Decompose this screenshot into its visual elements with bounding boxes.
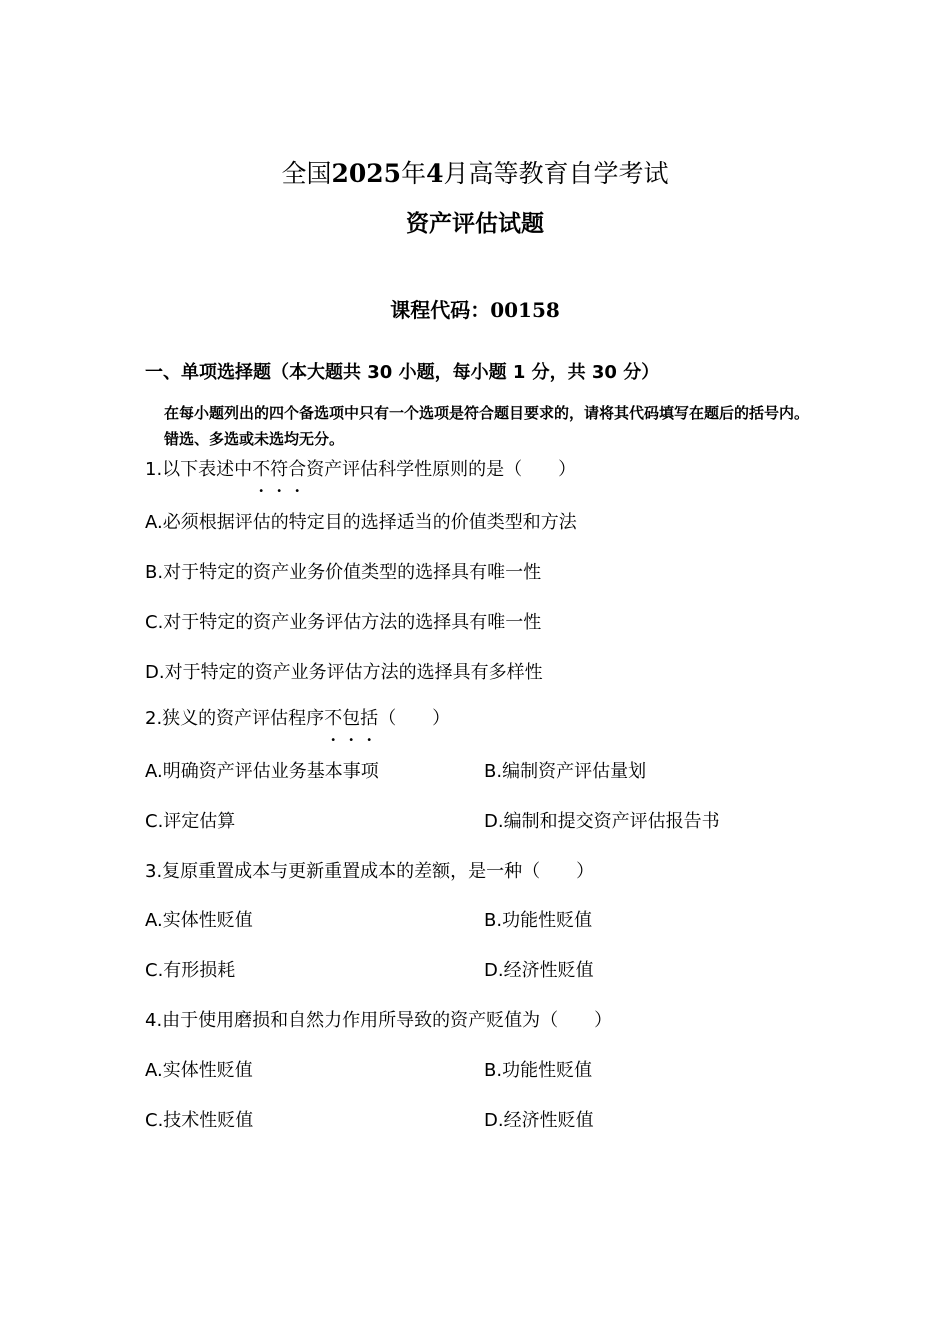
course-code-value: 00158 [490,298,560,322]
title-year: 2025 [331,159,402,188]
question-1-emphasis-text: 不符合 [252,459,307,480]
title-prefix: 全国 [281,159,332,188]
question-1-option-b: B.对于特定的资产业务价值类型的选择具有唯一性 [145,562,542,583]
question-2-stem-suffix: （ ） [378,708,451,729]
question-1-stem [145,455,577,497]
question-4-option-a: A.实体性贬值 [145,1060,253,1081]
question-2-stem-prefix: 2.狭义的资产评估程序 [145,708,325,729]
title-month: 4 [426,159,444,188]
emphasis-dots: • • • [258,486,301,497]
question-3-option-b: B.功能性贬值 [484,910,593,931]
question-2-option-a: A.明确资产评估业务基本事项 [145,761,379,782]
question-2-emphasis-text: 不包括 [324,708,379,729]
section-heading: 一、单项选择题（本大题共 30 小题，每小题 1 分，共 30 分） [145,362,660,383]
question-2-option-b: B.编制资产评估量划 [484,761,647,782]
question-3-stem: 3.复原重置成本与更新重置成本的差额，是一种（ ） [145,861,595,882]
question-2-stem [145,704,451,746]
question-4-stem: 4.由于使用磨损和自然力作用所导致的资产贬值为（ ） [145,1010,613,1031]
question-3-option-c: C.有形损耗 [145,960,236,981]
title-suffix: 月高等教育自学考试 [443,159,669,188]
question-1-option-d: D.对于特定的资产业务评估方法的选择具有多样性 [145,662,543,683]
question-3-option-a: A.实体性贬值 [145,910,253,931]
question-1-stem-prefix: 1.以下表述中 [145,459,253,480]
question-3-option-d: D.经济性贬值 [484,960,594,981]
question-2-option-c: C.评定估算 [145,811,236,832]
question-1-option-c: C.对于特定的资产业务评估方法的选择具有唯一性 [145,612,542,633]
question-4-option-c: C.技术性贬值 [145,1110,254,1131]
question-2-option-d: D.编制和提交资产评估报告书 [484,811,720,832]
section-instruction: 在每小题列出的四个备选项中只有一个选项是符合题目要求的，请将其代码填写在题后的括号内。错选、多选或未选均无分。 [164,404,810,448]
course-code-label: 课程代码： [390,298,491,322]
question-2-emphasis [324,704,379,746]
title-year-suffix: 年 [401,159,427,188]
question-1-stem-suffix: 资产评估科学性原则的是（ ） [306,459,577,480]
exam-title [0,154,950,194]
emphasis-dots: • • • [330,735,373,746]
question-4-option-d: D.经济性贬值 [484,1110,594,1131]
subject-title: 资产评估试题 [406,211,544,237]
question-1-option-a: A.必须根据评估的特定目的选择适当的价值类型和方法 [145,512,577,533]
question-1-emphasis [252,455,307,497]
course-code-line [0,293,950,327]
question-4-option-b: B.功能性贬值 [484,1060,593,1081]
